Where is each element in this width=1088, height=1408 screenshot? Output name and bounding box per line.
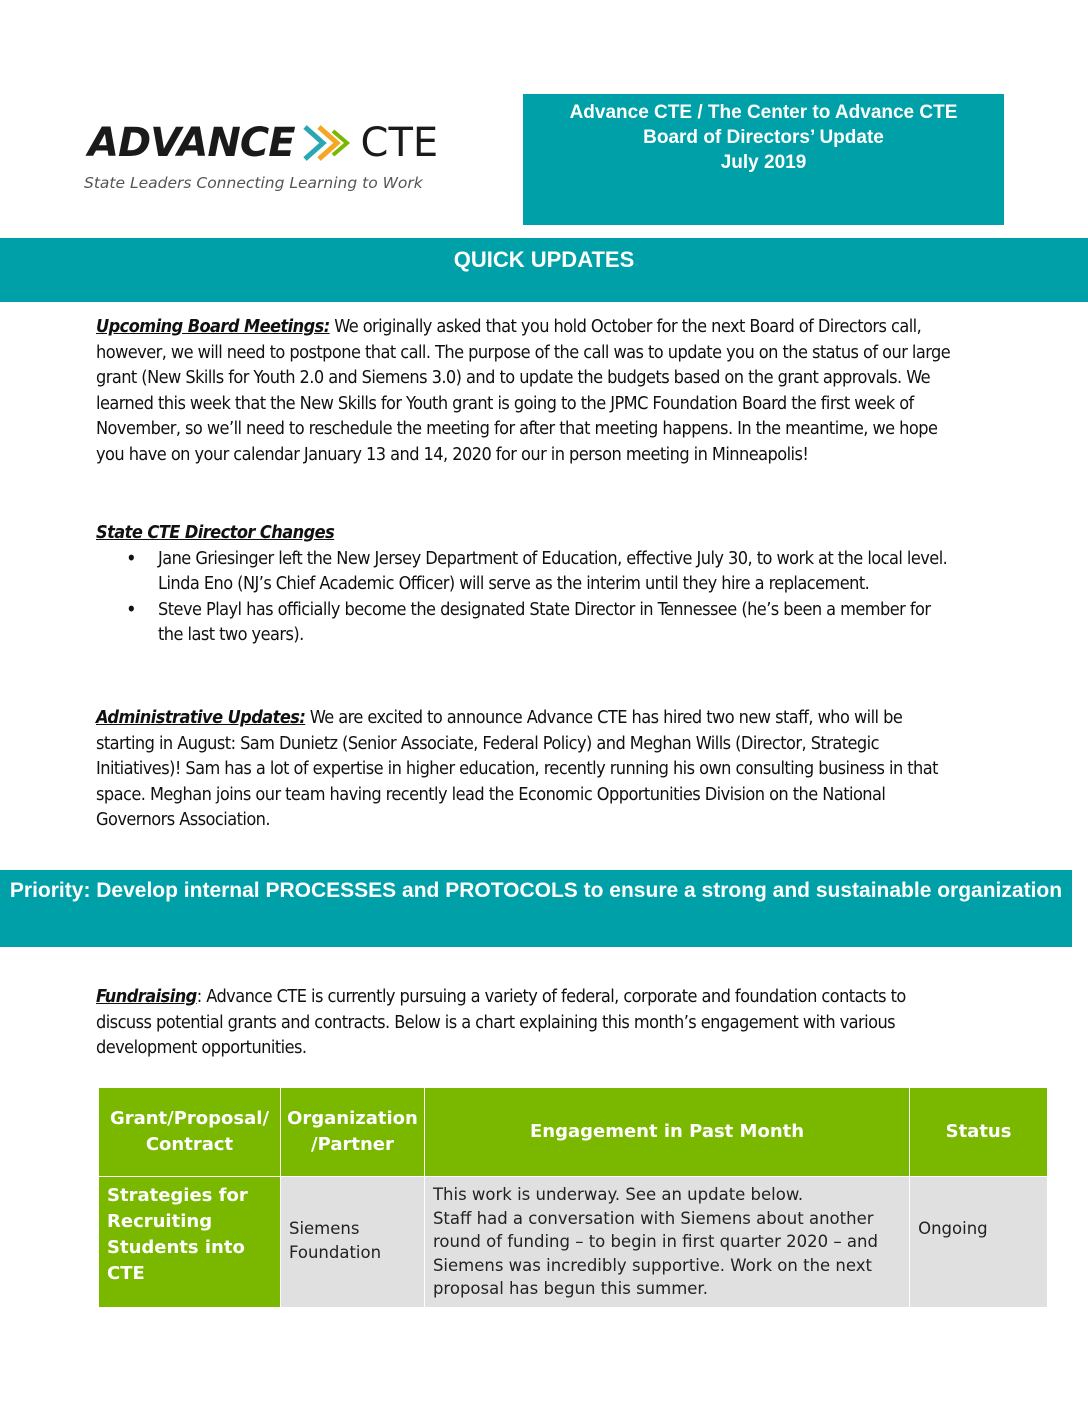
column-header-grant: Grant/Proposal/ Contract [99,1088,281,1177]
engagement-line-2: Staff had a conversation with Siemens about another round of funding – to begin in first quarter 2020 – and Siemens was incredibly supportive. Work on the next proposal has begun this summer. [432,1208,878,1298]
chevron-arrows-icon [301,123,353,163]
engagement-line-1: This work is underway. See an update below. [432,1185,804,1204]
column-header-status: Status [910,1088,1048,1177]
section-banner-priority [0,870,1072,947]
list-item: • Jane Griesinger left the New Jersey Department of Education, effective July 30, to work at the local level. Linda Eno (NJ’s Chief Academic Officer) will serve as the interim until they hire a replacement. [96,546,956,597]
section-title-quick-updates: QUICK UPDATES [453,247,635,272]
section-title-priority: Priority: Develop internal PROCESSES and PROTOCOLS to ensure a strong and sustainable organization [9,879,1063,902]
heading-admin-updates: Administrative Updates: [96,707,306,728]
header-date: July 2019 [720,152,807,173]
heading-fundraising: Fundraising [96,986,197,1007]
table-row [99,1177,1048,1308]
director-changes-list [96,546,956,648]
section-banner-quick-updates [0,238,1088,302]
column-header-engagement: Engagement in Past Month [424,1088,909,1177]
header-organization: Advance CTE / The Center to Advance CTE [569,102,958,123]
paragraph-fundraising [96,984,956,1061]
heading-director-changes: State CTE Director Changes [96,522,335,543]
text-board-meetings: We originally asked that you hold October for the next Board of Directors call, however, we will need to postpone that call. The purpose of the call was to update you on the status of our large grant (New Skills for Youth 2.0 and Siemens 3.0) and to update the budgets based on the grant approvals. We learned this week that the New Skills for Youth grant is going to the JPMC Foundation Board the first week of November, so we’ll need to reschedule the meeting for after that meeting happens. In the meantime, we hope you have on your calendar January 13 and 14, 2020 for our in person meeting in Minneapolis! [96,316,951,465]
cell-status: Ongoing [910,1177,1048,1308]
list-item: • Steve Playl has officially become the designated State Director in Tennessee (he’s been a member for the last two years). [96,597,956,648]
header-report-title: Board of Directors’ Update [643,127,884,148]
column-header-organization: Organization /Partner [280,1088,424,1177]
paragraph-admin-updates [96,705,956,833]
cell-organization: Siemens Foundation [280,1177,424,1308]
advance-cte-logo [84,118,448,204]
grant-table [98,1087,1048,1308]
table-header-row [99,1088,1048,1177]
text-fundraising: : Advance CTE is currently pursuing a variety of federal, corporate and foundation contacts to discuss potential grants and contracts. Below is a chart explaining this month’s engagement with various development opportunities. [96,986,906,1059]
cell-grant-name: Strategies for Recruiting Students into CTE [99,1177,281,1308]
paragraph-board-meetings [96,314,956,468]
logo-wordmark-cte: CTE [360,120,439,166]
heading-board-meetings: Upcoming Board Meetings: [96,316,330,337]
logo-wordmark [88,118,438,168]
section-director-changes [96,520,956,648]
logo-tagline: State Leaders Connecting Learning to Work [84,174,423,192]
report-header-box [523,94,1004,225]
text-admin-updates: We are excited to announce Advance CTE has hired two new staff, who will be starting in August: Sam Dunietz (Senior Associate, Federal Policy) and Meghan Wills (Director, Strategic Initiatives)! Sam has a lot of expertise in higher education, recently running his own consulting business in that space. Meghan joins our team having recently lead the Economic Opportunities Division on the National Governors Association. [96,707,938,831]
logo-wordmark-advance: ADVANCE [88,120,295,166]
cell-engagement [424,1177,909,1308]
